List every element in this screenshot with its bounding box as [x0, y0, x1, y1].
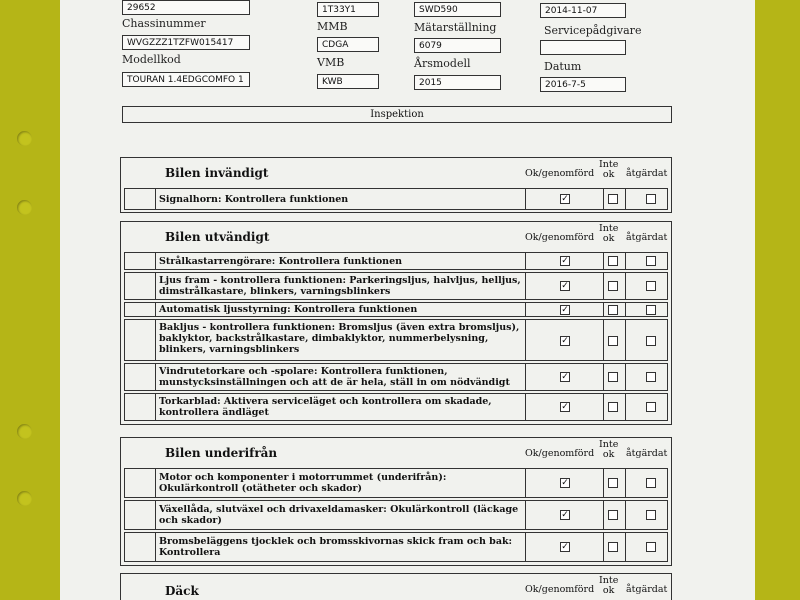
- ok-checkbox[interactable]: ✓: [561, 402, 569, 412]
- ok-checkbox[interactable]: ✓: [561, 542, 569, 552]
- vmb-field: KWB: [317, 74, 379, 89]
- section-title: Bilen utvändigt: [165, 230, 270, 244]
- inspection-banner: Inspektion: [122, 106, 672, 123]
- checklist-row: [124, 188, 668, 210]
- checklist-row: [124, 272, 668, 300]
- ok-checkbox[interactable]: ✓: [561, 372, 569, 382]
- section-interior: [120, 157, 672, 213]
- item-text: Strålkastarrengörare: Kontrollera funktionen: [159, 256, 403, 267]
- punch-hole: [17, 491, 32, 506]
- ok-checkbox[interactable]: ✓: [561, 281, 569, 291]
- vmb-label: VMB: [317, 56, 345, 69]
- model-code-label: Modellkod: [122, 53, 181, 66]
- column-remedied-header: åtgärdat: [626, 232, 668, 243]
- ok-checkbox[interactable]: ✓: [561, 336, 569, 346]
- ok-checkbox[interactable]: ✓: [561, 256, 569, 266]
- inspection-form-paper: [60, 0, 755, 600]
- chassis-label: Chassinummer: [122, 17, 206, 30]
- column-not-ok-header: Inte ok: [599, 159, 619, 180]
- column-remedied-header: åtgärdat: [626, 448, 668, 459]
- section-header: [121, 574, 671, 600]
- section-title: Bilen invändigt: [165, 166, 269, 180]
- section-tires: [120, 573, 672, 600]
- section-title: Däck: [165, 584, 199, 598]
- item-text: Motor och komponenter i motorrummet (underifrån): Okulärkontroll (otätheter och skador): [159, 472, 447, 494]
- not-ok-checkbox[interactable]: [608, 372, 618, 382]
- item-text: Torkarblad: Aktivera serviceläget och kontrollera om skadade, kontrollera ändläget: [159, 396, 492, 418]
- column-remedied-header: åtgärdat: [626, 584, 668, 595]
- remedied-checkbox[interactable]: [646, 194, 656, 204]
- remedied-checkbox[interactable]: [646, 510, 656, 520]
- not-ok-checkbox[interactable]: [608, 256, 618, 266]
- checklist-row: [124, 363, 668, 391]
- punch-hole: [17, 131, 32, 146]
- mmb-field: CDGA: [317, 37, 379, 52]
- item-text: Automatisk ljusstyrning: Kontrollera funktionen: [159, 304, 418, 315]
- remedied-checkbox[interactable]: [646, 478, 656, 488]
- registration-field: SWD590: [414, 2, 501, 17]
- ok-checkbox[interactable]: ✓: [561, 510, 569, 520]
- checklist-row: [124, 252, 668, 270]
- ok-checkbox[interactable]: ✓: [561, 478, 569, 488]
- remedied-checkbox[interactable]: [646, 305, 656, 315]
- model-code-field: TOURAN 1.4EDGCOMFO 1: [122, 72, 250, 87]
- column-not-ok-header: Inte ok: [599, 223, 619, 244]
- date-label: Datum: [544, 60, 582, 73]
- checklist-row: [124, 393, 668, 421]
- checklist-row: [124, 468, 668, 498]
- code-field: 1T33Y1: [317, 2, 379, 17]
- remedied-checkbox[interactable]: [646, 542, 656, 552]
- item-text: Växellåda, slutväxel och drivaxeldamasker: Okulärkontroll (läckage och skador): [159, 504, 519, 526]
- column-ok-header: Ok/genomförd: [525, 168, 595, 179]
- punch-hole: [17, 424, 32, 439]
- item-text: Ljus fram - kontrollera funktionen: Parkeringsljus, halvljus, helljus, dimstrålkastare, blinkers, varningsblinkers: [159, 275, 521, 297]
- column-remedied-header: åtgärdat: [626, 168, 668, 179]
- chassis-field: WVGZZZ1TZFW015417: [122, 35, 250, 50]
- date-field: 2016-7-5: [540, 77, 626, 92]
- section-header: [121, 438, 671, 468]
- model-year-label: Årsmodell: [414, 57, 471, 70]
- column-ok-header: Ok/genomförd: [525, 584, 595, 595]
- not-ok-checkbox[interactable]: [608, 336, 618, 346]
- remedied-checkbox[interactable]: [646, 281, 656, 291]
- checklist-row: [124, 302, 668, 317]
- not-ok-checkbox[interactable]: [608, 478, 618, 488]
- model-year-field: 2015: [414, 75, 501, 90]
- checklist-row: [124, 319, 668, 361]
- column-ok-header: Ok/genomförd: [525, 232, 595, 243]
- mmb-label: MMB: [317, 20, 348, 33]
- order-number-field: 29652: [122, 0, 250, 15]
- checklist-row: [124, 500, 668, 530]
- order-date-field: 2014-11-07: [540, 3, 626, 18]
- odometer-field: 6079: [414, 38, 501, 53]
- item-text: Vindrutetorkare och -spolare: Kontrollera funktionen, munstycksinställningen och att de är hela, ställ in om nödvändigt: [159, 366, 510, 388]
- not-ok-checkbox[interactable]: [608, 194, 618, 204]
- not-ok-checkbox[interactable]: [608, 281, 618, 291]
- item-text: Bakljus - kontrollera funktionen: Bromsljus (även extra bromsljus), baklyktor, backstrålkastare, dimbaklyktor, nummerbelysning, blinkers, varningsblinkers: [159, 322, 520, 355]
- not-ok-checkbox[interactable]: [608, 542, 618, 552]
- section-title: Bilen underifrån: [165, 446, 278, 460]
- section-exterior: [120, 221, 672, 425]
- section-header: [121, 158, 671, 188]
- section-header: [121, 222, 671, 252]
- column-not-ok-header: Inte ok: [599, 575, 619, 596]
- ok-checkbox[interactable]: ✓: [561, 194, 569, 204]
- section-underbody: [120, 437, 672, 566]
- remedied-checkbox[interactable]: [646, 336, 656, 346]
- ok-checkbox[interactable]: ✓: [561, 305, 569, 315]
- remedied-checkbox[interactable]: [646, 256, 656, 266]
- item-text: Bromsbeläggens tjocklek och bromsskivornas skick fram och bak: Kontrollera: [159, 536, 513, 558]
- remedied-checkbox[interactable]: [646, 402, 656, 412]
- not-ok-checkbox[interactable]: [608, 510, 618, 520]
- service-advisor-field: [540, 40, 626, 55]
- not-ok-checkbox[interactable]: [608, 305, 618, 315]
- service-advisor-label: Serviceрådgivare: [544, 24, 642, 37]
- odometer-label: Mätarställning: [414, 21, 497, 34]
- column-not-ok-header: Inte ok: [599, 439, 619, 460]
- not-ok-checkbox[interactable]: [608, 402, 618, 412]
- column-ok-header: Ok/genomförd: [525, 448, 595, 459]
- checklist-row: [124, 532, 668, 562]
- remedied-checkbox[interactable]: [646, 372, 656, 382]
- item-text: Signalhorn: Kontrollera funktionen: [159, 194, 349, 205]
- punch-hole: [17, 200, 32, 215]
